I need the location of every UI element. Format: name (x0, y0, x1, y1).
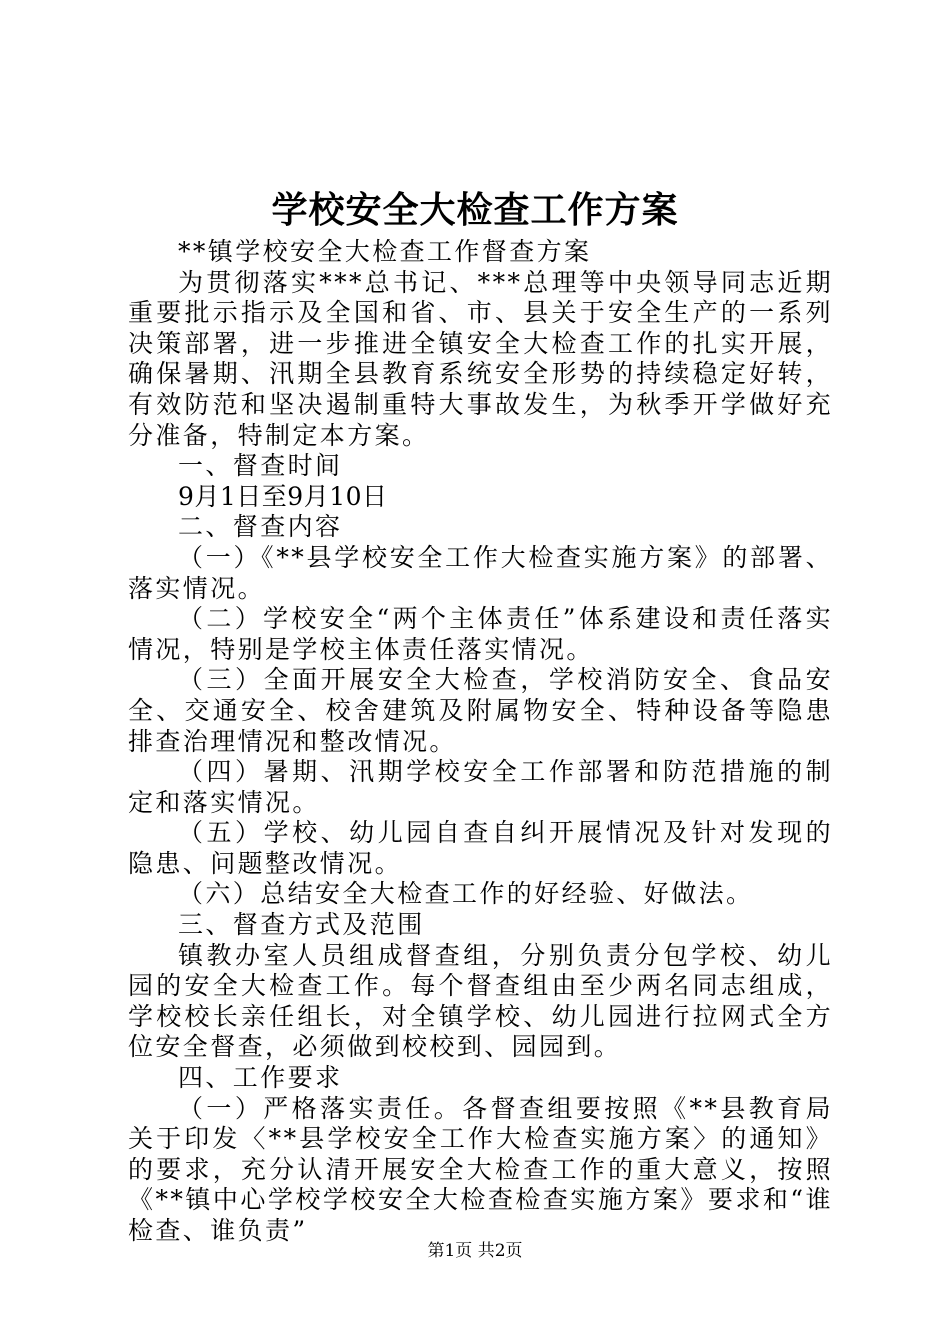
section-heading-content: 二、督查内容 (178, 512, 343, 542)
document-body (128, 237, 833, 1247)
requirement-item-1: （一）严格落实责任。各督查组要按照《**县教育局关于印发〈**县学校安全工作大检查实施方案〉的通知》的要求，充分认清开展安全大检查工作的重大意义，按照《**镇中心学校学校安全大检查检查实施方案》要求和“谁检查、谁负责” (128, 1093, 833, 1245)
content-item-4: （四）暑期、汛期学校安全工作部署和防范措施的制定和落实情况。 (128, 757, 833, 817)
intro-paragraph: 为贯彻落实***总书记、***总理等中央领导同志近期重要批示指示及全国和省、市、县关于安全生产的一系列决策部署，进一步推进全镇安全大检查工作的扎实开展，确保暑期、汛期全县教育系统安全形势的持续稳定好转，有效防范和坚决遏制重特大事故发生，为秋季开学做好充分准备，特制定本方案。 (128, 267, 833, 450)
section-heading-method: 三、督查方式及范围 (178, 910, 425, 940)
content-item-6: （六）总结安全大检查工作的好经验、好做法。 (178, 879, 754, 909)
page-footer: 第1页 共2页 (427, 1241, 523, 1261)
subtitle-paragraph: **镇学校安全大检查工作督查方案 (178, 237, 592, 266)
content-item-2: （二）学校安全“两个主体责任”体系建设和责任落实情况，特别是学校主体责任落实情况。 (128, 604, 833, 664)
content-item-1: （一）《**县学校安全工作大检查实施方案》的部署、落实情况。 (128, 542, 833, 603)
section-heading-time: 一、督查时间 (178, 451, 343, 481)
document-title: 学校安全大检查工作方案 (271, 189, 679, 231)
inspection-dates: 9月1日至9月10日 (178, 481, 388, 511)
method-paragraph: 镇教办室人员组成督查组，分别负责分包学校、幼儿园的安全大检查工作。每个督查组由至少两名同志组成，学校校长亲任组长，对全镇学校、幼儿园进行拉网式全方位安全督查，必须做到校校到、园园到。 (128, 940, 833, 1062)
content-item-5: （五）学校、幼儿园自查自纠开展情况及针对发现的隐患、问题整改情况。 (128, 818, 833, 878)
content-item-3: （三）全面开展安全大检查，学校消防安全、食品安全、交通安全、校舍建筑及附属物安全、特种设备等隐患排查治理情况和整改情况。 (128, 665, 833, 756)
section-heading-requirements: 四、工作要求 (178, 1063, 343, 1093)
